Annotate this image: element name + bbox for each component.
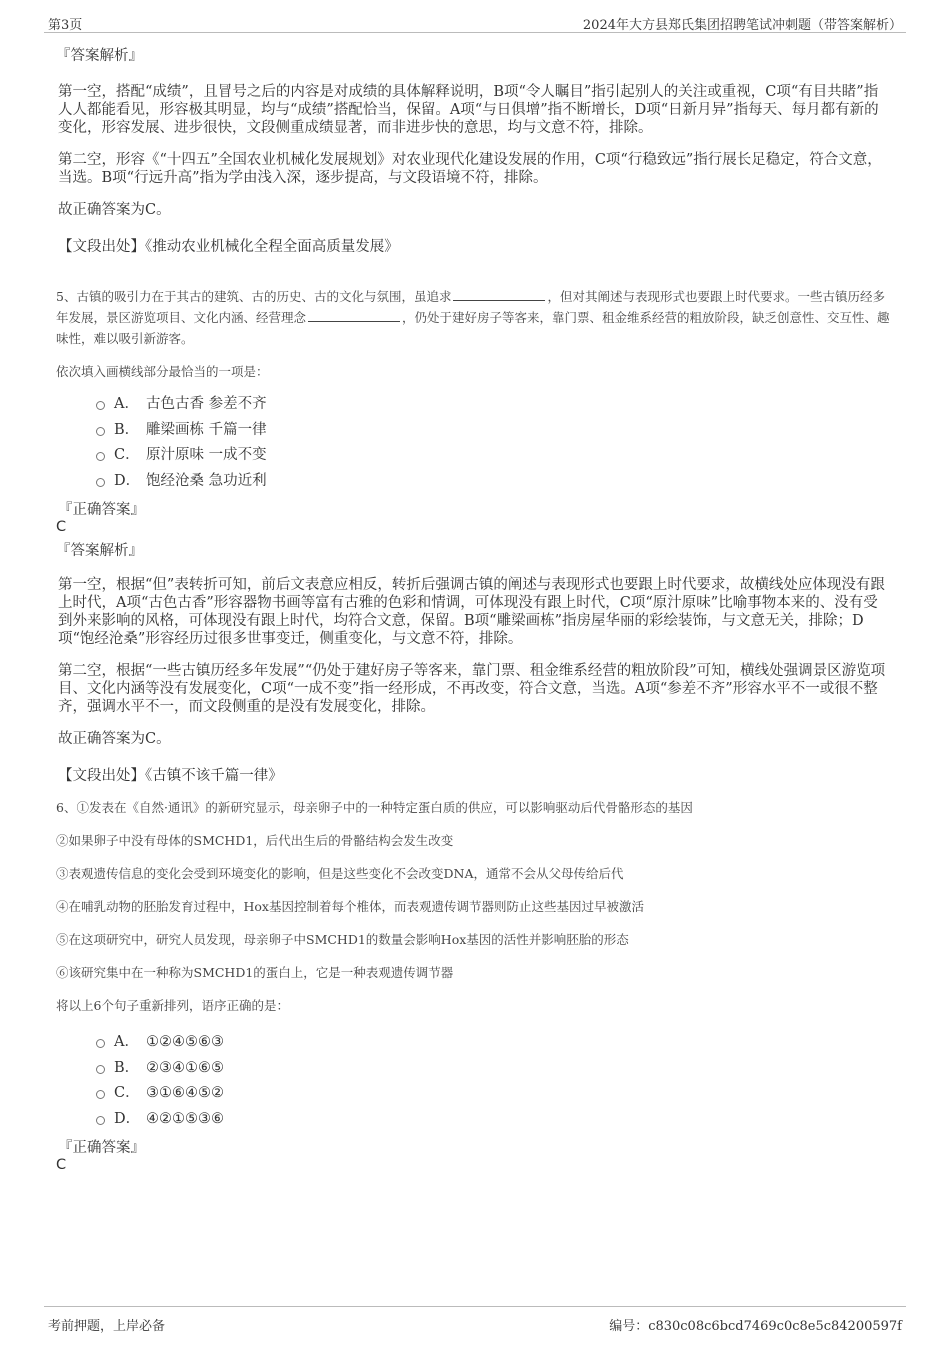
sentence-6: ⑥该研究集中在一种称为SMCHD1的蛋白上，它是一种表观遗传调节器 (56, 965, 454, 980)
radio-icon[interactable] (96, 401, 105, 410)
conclusion: 故正确答案为C。 (58, 202, 171, 218)
sentence-5: ⑤在这项研究中，研究人员发现，母亲卵子中SMCHD1的数量会影响Hox基因的活性并影响胚胎的形态 (56, 932, 629, 947)
answer-options (96, 1030, 892, 1132)
radio-icon[interactable] (96, 1116, 105, 1125)
option-c[interactable]: C． 原汁原味 一成不变 (96, 443, 892, 469)
question-prompt: 将以上6个句子重新排列，语序正确的是： (56, 998, 289, 1013)
fill-blank (453, 289, 545, 301)
analysis-paragraph: 第二空，根据“一些古镇历经多年发展”“仍处于建好房子等客来，靠门票、租金维系经营的粗放阶段”可知，横线处强调景区游览项目、文化内涵等没有发展变化，C项“一成不变”指一经形成，不再改变，符合文意，当选。A项“参差不齐”形容水平不一或很不整齐，强调水平不一，而文段侧重的是没有发展变化，排除。 (58, 663, 886, 715)
source-citation: 【文段出处】《推动农业机械化全程全面高质量发展》 (58, 239, 399, 255)
analysis-paragraph: 第二空，形容《“十四五”全国农业机械化发展规划》对农业现代化建设发展的作用，C项“行稳致远”指行展长足稳定，符合文意，当选。B项“行远升高”指为学由浅入深，逐步提高，与文段语境不符，排除。 (58, 152, 882, 186)
analysis-paragraph: 第一空，根据“但”表转折可知，前后文表意应相反，转折后强调古镇的阐述与表现形式也要跟上时代要求，故横线处应体现没有跟上时代，A项“古色古香”形容器物书画等富有古雅的色彩和情调，可体现没有跟上时代，C项“原汁原味”比喻事物本来的、没有受到外来影响的风格，可体现没有跟上时代，均符合文意，保留。B项“雕梁画栋”指房屋华丽的彩绘装饰，与文意无关，排除；D项“饱经沧桑”形容经历过很多世事变迁，侧重变化，与文意不符，排除。 (58, 577, 885, 647)
option-d[interactable]: D． 饱经沧桑 急功近利 (96, 469, 892, 495)
option-b[interactable]: B． 雕梁画栋 千篇一律 (96, 418, 892, 444)
option-a[interactable]: A． ①②④⑤⑥③ (96, 1030, 892, 1056)
correct-answer-label: 『正确答案』 (58, 1140, 145, 1156)
correct-answer-label: 『正确答案』 (58, 502, 145, 518)
radio-icon[interactable] (96, 478, 105, 487)
option-a[interactable]: A． 古色古香 参差不齐 (96, 392, 892, 418)
page-number: 第3页 (48, 18, 83, 33)
page-header (44, 12, 906, 33)
option-d[interactable]: D． ④②①⑤③⑥ (96, 1107, 892, 1133)
source-citation: 【文段出处】《古镇不该千篇一律》 (58, 768, 283, 784)
sentence-3: ③表观遗传信息的变化会受到环境变化的影响，但是这些变化不会改变DNA，通常不会从父母传给后代 (56, 866, 624, 881)
option-c[interactable]: C． ③①⑥④⑤② (96, 1081, 892, 1107)
radio-icon[interactable] (96, 1090, 105, 1099)
option-b[interactable]: B． ②③④①⑥⑤ (96, 1056, 892, 1082)
radio-icon[interactable] (96, 1065, 105, 1074)
fill-blank (308, 310, 400, 322)
sentence-1: 6、①发表在《自然·通讯》的新研究显示，母亲卵子中的一种特定蛋白质的供应，可以影响驱动后代骨骼形态的基因 (56, 800, 693, 815)
document-title: 2024年大方县郑氏集团招聘笔试冲刺题（带答案解析） (582, 18, 902, 33)
question-stem: 5、古镇的吸引力在于其古的建筑、古的历史、古的文化与氛围，虽追求 ，但对其阐述与表现形式也要跟上时代要求。一些古镇历经多年发展，景区游览项目、文化内涵、经营理念 ，仍处于建好房子等客来，靠门票、租金维系经营的粗放阶段，缺乏创意性、交互性、趣味性，难以吸引新游客。 (56, 289, 890, 346)
analysis-label: 『答案解析』 (56, 543, 143, 559)
sentence-2: ②如果卵子中没有母体的SMCHD1，后代出生后的骨骼结构会发生改变 (56, 833, 454, 848)
analysis-paragraph: 第一空，搭配“成绩”，且冒号之后的内容是对成绩的具体解释说明，B项“令人瞩目”指引起别人的关注或重视，C项“有目共睹”指人人都能看见，形容极其明显，均与“成绩”搭配恰当，保留。A项“与日俱增”指不断增长，D项“日新月异”指每天、每月都有新的变化，形容发展、进步很快，文段侧重成绩显著，而非进步快的意思，均与文意不符，排除。 (58, 84, 879, 136)
document-id: 编号：c830c08c6bcd7469c0c8e5c84200597f (609, 1319, 902, 1334)
footer-slogan: 考前押题，上岸必备 (48, 1319, 166, 1334)
conclusion: 故正确答案为C。 (58, 731, 171, 747)
analysis-label: 『答案解析』 (56, 48, 143, 64)
page-footer (44, 1306, 906, 1334)
correct-answer: C (56, 519, 67, 535)
correct-answer: C (56, 1157, 67, 1173)
question-prompt: 依次填入画横线部分最恰当的一项是： (56, 364, 269, 379)
radio-icon[interactable] (96, 1039, 105, 1048)
answer-options (96, 392, 892, 494)
radio-icon[interactable] (96, 427, 105, 436)
document-body (56, 44, 892, 1177)
sentence-4: ④在哺乳动物的胚胎发育过程中，Hox基因控制着每个椎体，而表观遗传调节器则防止这些基因过早被激活 (56, 899, 644, 914)
radio-icon[interactable] (96, 452, 105, 461)
